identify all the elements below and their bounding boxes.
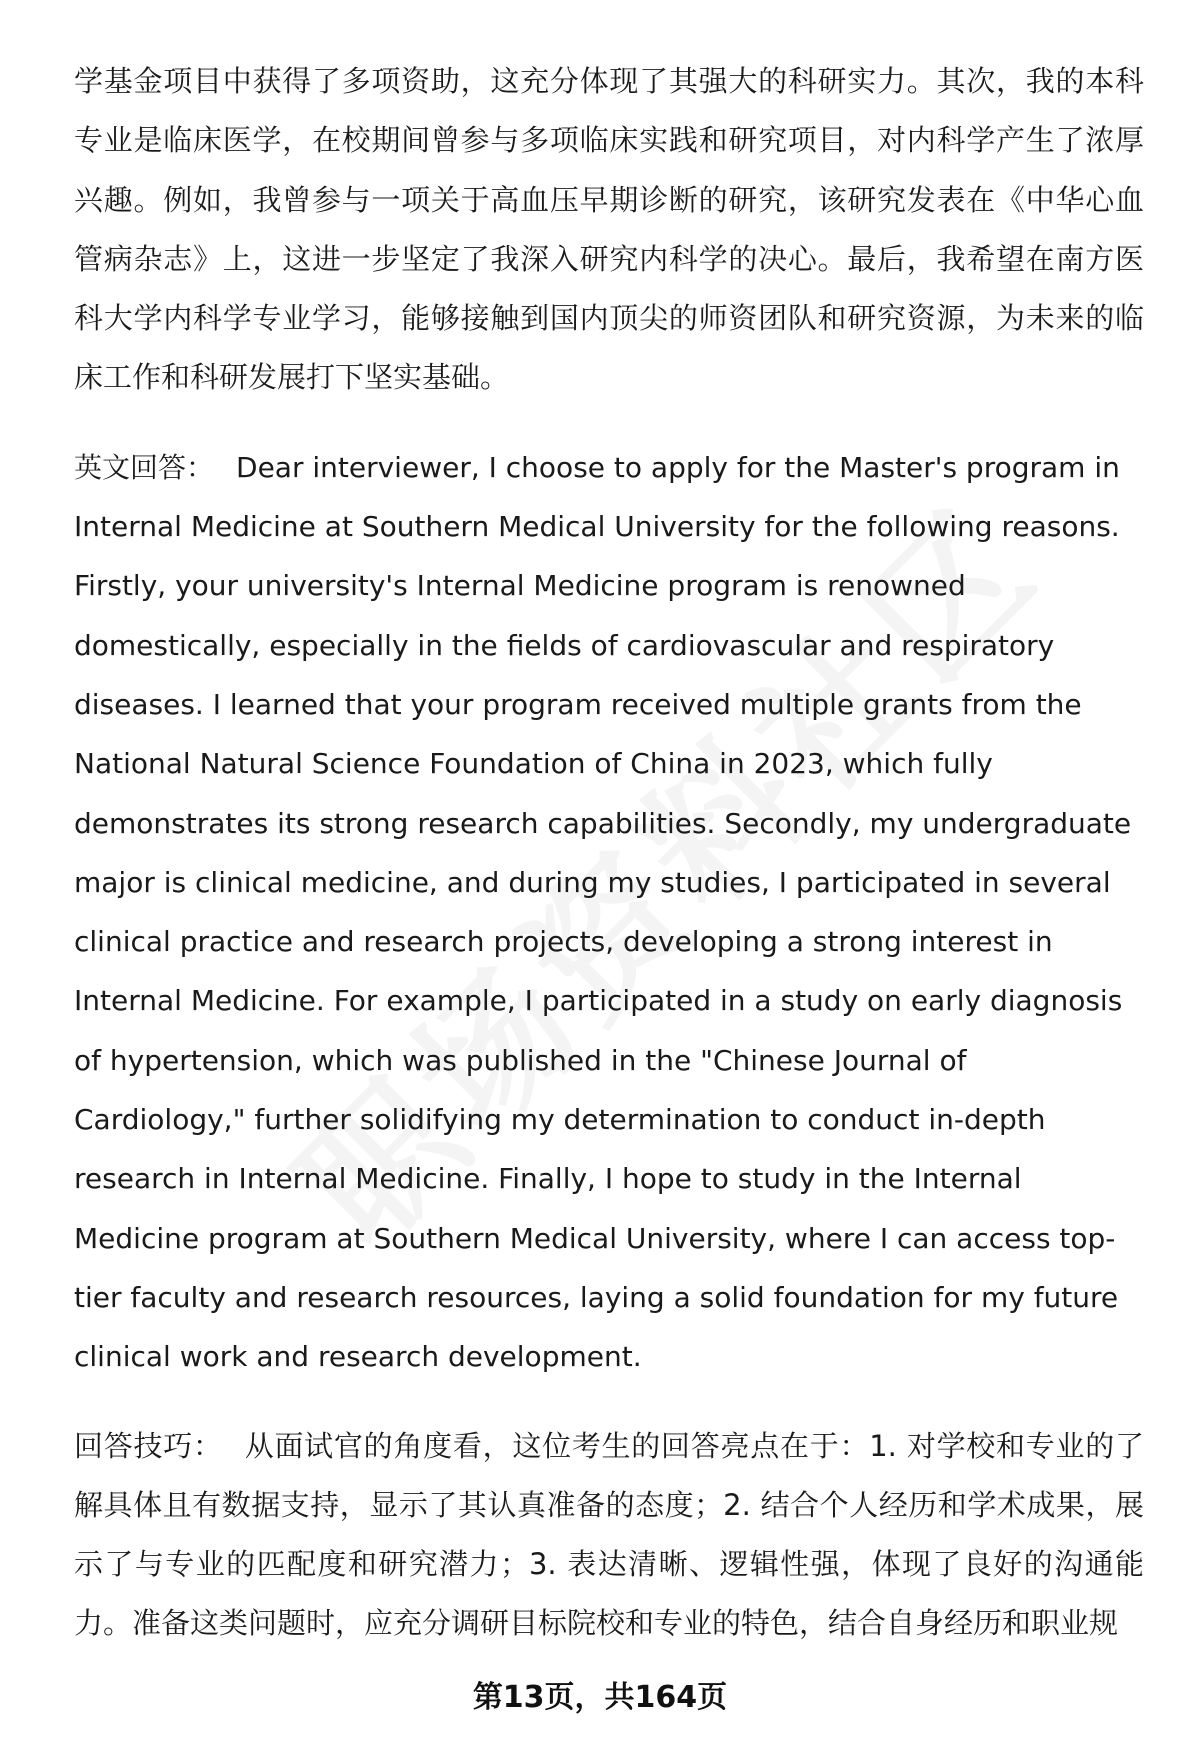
english-answer-text: Dear interviewer, I choose to apply for the Master's program in Internal Medicine at Southern Medical University for the following reasons. Firstly, your university's Internal Medicine program is renowned domestically, especially in the fields of cardiovascular and respiratory diseases. I learned that your program received multiple grants from the National Natural Science Foundation of China in 2023, which fully demonstrates its strong research capabilities. Secondly, my undergraduate major is clinical medicine, and during my studies, I participated in several clinical practice and research projects, developing a strong interest in Internal Medicine. For example, I participated in a study on early diagnosis of hypertension, which was published in the "Chinese Journal of Cardiology," further solidifying my determination to conduct in-depth research in Internal Medicine. Finally, I hope to study in the Internal Medicine program at Southern Medical University, where I can access top-tier faculty and research resources, laying a solid foundation for my future clinical work and research development. [74,450,1132,1374]
answer-tips-text: 从面试官的角度看，这位考生的回答亮点在于：1. 对学校和专业的了解具体且有数据支持，显示了其认真准备的态度；2. 结合个人经历和学术成果，展示了与专业的匹配度和研究潜力；3. 表达清晰、逻辑性强，体现了良好的沟通能力。准备这类问题时，应充分调研目标院校和专业的特色，结合自身经历和职业规 [74,1428,1144,1641]
chinese-intro-paragraph: 学基金项目中获得了多项资助，这充分体现了其强大的科研实力。其次，我的本科专业是临床医学，在校期间曾参与多项临床实践和研究项目，对内科学产生了浓厚兴趣。例如，我曾参与一项关于高血压早期诊断的研究，该研究发表在《中华心血管病杂志》上，这进一步坚定了我深入研究内科学的决心。最后，我希望在南方医科大学内科学专业学习，能够接触到国内顶尖的师资团队和研究资源，为未来的临床工作和科研发展打下坚实基础。 [74,64,1144,395]
answer-tips-paragraph [74,1417,1144,1654]
answer-tips-label: 回答技巧： [74,1428,223,1463]
page-number-footer: 第13页，共164页 [472,1680,728,1715]
english-answer-label: 英文回答： [74,450,215,484]
english-answer-paragraph [74,438,1144,1387]
page-content [74,52,1144,1654]
